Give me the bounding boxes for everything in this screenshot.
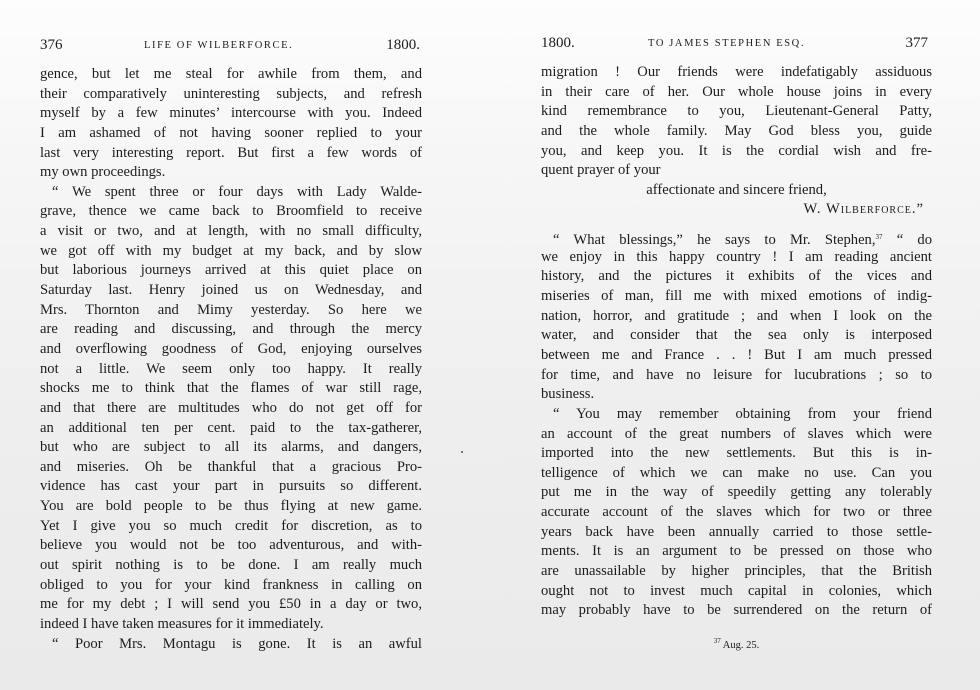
quote-text: “ do [882, 232, 932, 249]
letter-signature: W. Wilberforce.” [803, 201, 924, 218]
text-line: Yet I give you so much credit for discretion, as to [40, 517, 422, 534]
text-line: obliged to you for your kind frankness in calling on [40, 576, 422, 593]
text-line: I am ashamed of not having sooner replied to your [40, 124, 422, 141]
paragraph-gap [541, 220, 932, 228]
text-line: and miseries. Oh be thankful that a gracious Pro- [40, 458, 422, 475]
footnote-text: Aug. 25. [720, 640, 760, 651]
text-line: but who are subject to all its alarms, and dangers, [40, 439, 422, 456]
text-line: my own proceedings. [40, 164, 166, 181]
text-line [541, 228, 932, 248]
page-number: 376 [40, 37, 63, 53]
footnote-reference: 37 [875, 233, 883, 242]
text-line: put me in the way of speedily getting any tolerably [541, 484, 932, 501]
text-line: Mrs. Thornton and Mimy yesterday. So here we [40, 301, 422, 318]
text-line: in their care of her. Our whole house joins in every [541, 83, 932, 100]
text-line: a visit or two, and at length, with no small difficulty, [40, 223, 422, 240]
text-line: ought not to invest much capital in colonies, which [541, 582, 932, 599]
footnote-mark: 37 [713, 637, 721, 645]
text-line: you, and keep you. It is the cordial wish and fre- [541, 142, 932, 159]
text-line: quent prayer of your [541, 162, 661, 179]
text-line: “ We spent three or four days with Lady Walde- [52, 183, 422, 200]
letter-closing: affectionate and sincere friend, [646, 181, 827, 198]
text-line: imported into the new settlements. But this is in- [541, 445, 932, 462]
text-line: history, and the pictures it exhibits of the vices and [541, 268, 932, 285]
text-line: “ Poor Mrs. Montagu is gone. It is an awful [52, 635, 422, 652]
page-number: 377 [905, 35, 928, 51]
running-title: LIFE OF WILBERFORCE. [144, 40, 294, 51]
text-line: shocks me to think that the flames of war still rage, [40, 380, 422, 397]
body-text-left [40, 65, 422, 654]
text-line: believe you would not be too adventurous, and with- [40, 537, 422, 554]
text-line: nation, horror, and gratitude ; and when I look on the [541, 307, 932, 324]
text-line: between me and France . . ! But I am much pressed [541, 346, 932, 363]
text-line: You are bold people to be thus flying at new game. [40, 498, 422, 515]
year-label: 1800. [386, 37, 420, 53]
quote-text: “ What blessings,” he says to Mr. Stephen, [553, 232, 876, 249]
text-line: business. [541, 386, 595, 403]
text-line: and the whole family. May God bless you, guide [541, 122, 932, 139]
text-line: years back have been annually carried to those settle- [541, 523, 932, 540]
scan-speck [461, 451, 463, 453]
text-line: not a little. We seem only too happy. It really [40, 360, 422, 377]
year-label: 1800. [541, 35, 575, 51]
text-line: “ You may remember obtaining from your friend [553, 405, 932, 422]
text-line: miseries of man, fill me with mixed emotions of indig- [541, 288, 932, 305]
text-line: and that there are multitudes who do not get off for [40, 399, 422, 416]
running-title: TO JAMES STEPHEN ESQ. [648, 38, 806, 49]
text-line: gence, but let me steal for awhile from them, and [40, 66, 422, 82]
body-text-right [541, 63, 932, 621]
text-line: an account of the great numbers of slaves which were [541, 425, 932, 442]
left-page [40, 0, 422, 690]
running-head-right [541, 33, 932, 53]
text-line: accurate account of the slaves which for two or three [541, 504, 932, 521]
text-line: ments. It is an argument to be pressed on those who [541, 543, 932, 560]
text-line: are unassailable by higher principles, that the British [541, 563, 932, 580]
text-line: grave, thence we came back to Broomfield to receive [40, 203, 422, 220]
text-line: we got off with my budget at my back, and by slow [40, 242, 422, 259]
text-line: but laborious journeys arrived at this quiet place on [40, 262, 422, 279]
running-head-left [40, 35, 422, 55]
text-line: water, and consider that the sea only is interposed [541, 327, 932, 344]
text-line: vidence has cast your part in pursuits so different. [40, 478, 422, 495]
text-line: indeed I have taken measures for it immediately. [40, 615, 324, 632]
text-line: myself by a few minutes’ intercourse with you. Indeed [40, 105, 422, 122]
text-line: kind remembrance to you, Lieutenant-General Patty, [541, 103, 932, 120]
text-line: out spirit nothing is to be done. I am really much [40, 557, 422, 574]
text-line: for time, and have no leisure for lucubrations ; so to [541, 366, 932, 383]
right-page [541, 0, 932, 690]
text-line: Saturday last. Henry joined us on Wednesday, and [40, 282, 422, 299]
text-line: and overflowing goodness of God, enjoying ourselves [40, 340, 422, 357]
text-line: their comparatively uninteresting subjects, and refresh [40, 85, 422, 102]
text-line: an additional ten per cent. paid to the tax-gatherer, [40, 419, 422, 436]
text-line: migration ! Our friends were indefatigably assiduous [541, 64, 932, 80]
footnote [541, 634, 932, 653]
text-line: are reading and discussing, and through the mercy [40, 321, 422, 338]
text-line: me for my debt ; I will send you £50 in a day or two, [40, 596, 422, 613]
text-line: may probably have to be surrendered on the return of [541, 602, 932, 619]
text-line: last very interesting report. But first a few words of [40, 144, 422, 161]
text-line: we enjoy in this happy country ! I am reading ancient [541, 248, 932, 265]
text-line: telligence of which we can make no use. Can you [541, 464, 932, 481]
